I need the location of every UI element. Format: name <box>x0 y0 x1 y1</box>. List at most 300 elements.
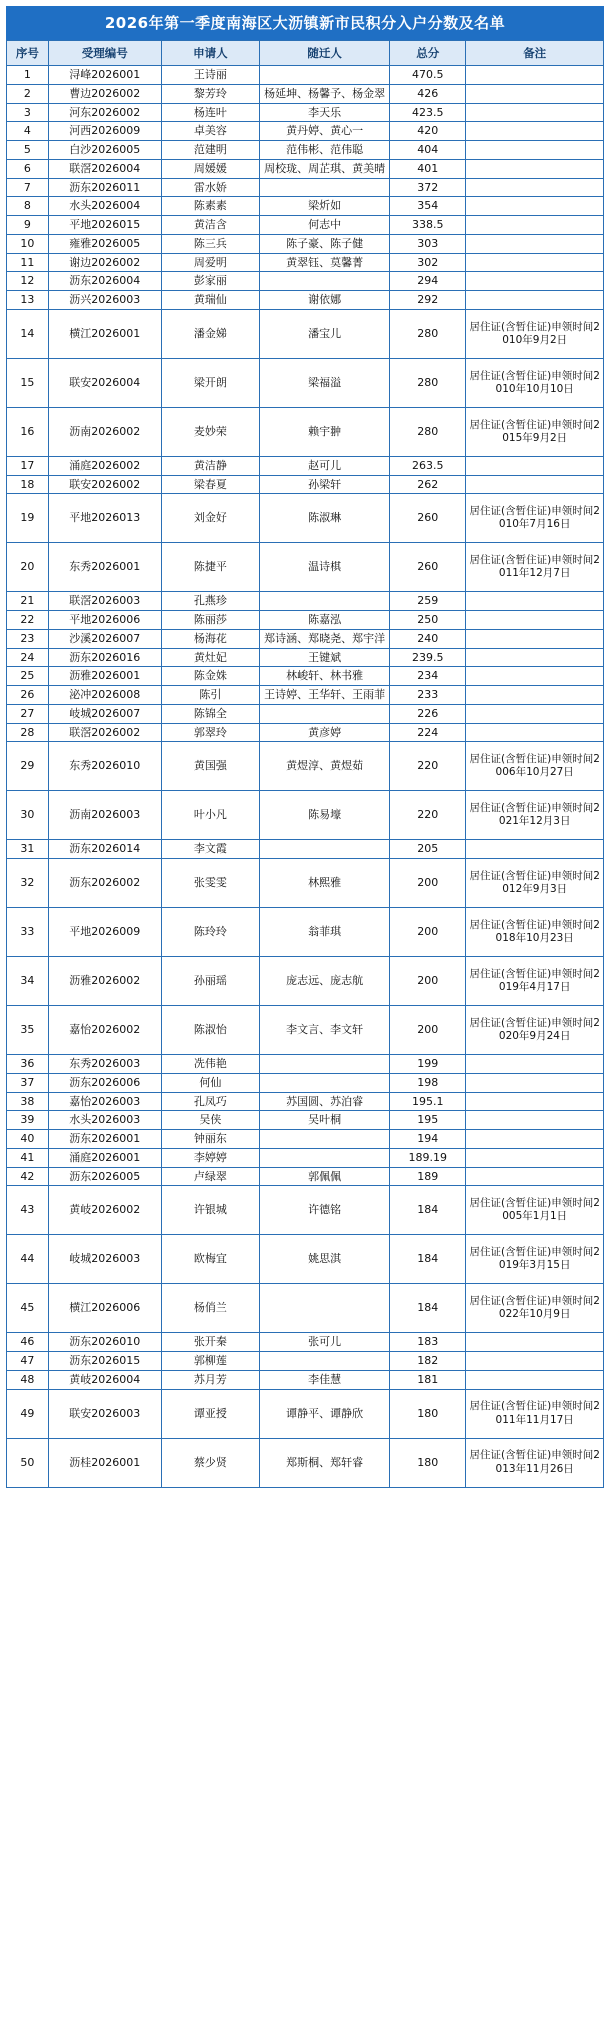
cell-total-score: 233 <box>390 686 466 705</box>
cell-applicant: 周爱明 <box>161 253 259 272</box>
table-row <box>7 1148 604 1167</box>
cell-accompanying: 何志中 <box>260 216 390 235</box>
cell-accept-no: 曹边2026002 <box>48 84 161 103</box>
cell-seq: 39 <box>7 1111 49 1130</box>
cell-total-score: 199 <box>390 1055 466 1074</box>
cell-seq: 36 <box>7 1055 49 1074</box>
cell-seq: 10 <box>7 234 49 253</box>
cell-accompanying: 郑诗涵、郑晓尧、郑宇洋 <box>260 629 390 648</box>
cell-accept-no: 联滘2026004 <box>48 159 161 178</box>
cell-total-score: 200 <box>390 859 466 908</box>
cell-seq: 40 <box>7 1130 49 1149</box>
cell-total-score: 226 <box>390 704 466 723</box>
cell-seq: 35 <box>7 1006 49 1055</box>
column-header-applicant: 申请人 <box>161 41 259 66</box>
cell-seq: 5 <box>7 141 49 160</box>
cell-total-score: 189.19 <box>390 1148 466 1167</box>
cell-total-score: 294 <box>390 272 466 291</box>
cell-accept-no: 东秀2026001 <box>48 543 161 592</box>
cell-total-score: 195.1 <box>390 1092 466 1111</box>
cell-accompanying: 陈淑琳 <box>260 494 390 543</box>
cell-remark <box>466 253 604 272</box>
cell-accompanying <box>260 592 390 611</box>
table-row <box>7 103 604 122</box>
cell-remark <box>466 66 604 85</box>
cell-applicant: 刘金好 <box>161 494 259 543</box>
cell-accept-no: 沥东2026016 <box>48 648 161 667</box>
cell-seq: 15 <box>7 358 49 407</box>
page-title: 2026年第一季度南海区大沥镇新市民积分入户分数及名单 <box>6 6 604 40</box>
cell-applicant: 陈捷平 <box>161 543 259 592</box>
cell-accept-no: 沥东2026004 <box>48 272 161 291</box>
table-row <box>7 908 604 957</box>
cell-remark <box>466 456 604 475</box>
cell-applicant: 梁春夏 <box>161 475 259 494</box>
cell-total-score: 181 <box>390 1370 466 1389</box>
cell-seq: 50 <box>7 1438 49 1487</box>
table-row <box>7 141 604 160</box>
cell-remark <box>466 723 604 742</box>
cell-total-score: 292 <box>390 291 466 310</box>
cell-accept-no: 沙溪2026007 <box>48 629 161 648</box>
cell-seq: 27 <box>7 704 49 723</box>
cell-accept-no: 水头2026004 <box>48 197 161 216</box>
table-header <box>7 41 604 66</box>
cell-applicant: 雷水娇 <box>161 178 259 197</box>
cell-applicant: 郭翠玲 <box>161 723 259 742</box>
table-row <box>7 1389 604 1438</box>
cell-applicant: 李文霞 <box>161 840 259 859</box>
cell-accompanying: 赵可儿 <box>260 456 390 475</box>
cell-total-score: 200 <box>390 908 466 957</box>
column-header-seq: 序号 <box>7 41 49 66</box>
cell-remark <box>466 1167 604 1186</box>
cell-total-score: 195 <box>390 1111 466 1130</box>
score-table <box>6 40 604 1488</box>
cell-seq: 18 <box>7 475 49 494</box>
cell-accept-no: 平地2026015 <box>48 216 161 235</box>
cell-applicant: 周媛媛 <box>161 159 259 178</box>
cell-applicant: 卢绿翠 <box>161 1167 259 1186</box>
cell-total-score: 423.5 <box>390 103 466 122</box>
cell-applicant: 苏月芳 <box>161 1370 259 1389</box>
cell-total-score: 220 <box>390 791 466 840</box>
cell-total-score: 338.5 <box>390 216 466 235</box>
cell-total-score: 220 <box>390 742 466 791</box>
cell-applicant: 黄洁静 <box>161 456 259 475</box>
cell-accept-no: 联安2026002 <box>48 475 161 494</box>
cell-accompanying: 王键斌 <box>260 648 390 667</box>
cell-remark <box>466 197 604 216</box>
cell-total-score: 262 <box>390 475 466 494</box>
cell-remark <box>466 1148 604 1167</box>
cell-seq: 44 <box>7 1235 49 1284</box>
cell-accept-no: 沥东2026011 <box>48 178 161 197</box>
cell-accept-no: 联安2026004 <box>48 358 161 407</box>
table-row <box>7 253 604 272</box>
cell-total-score: 470.5 <box>390 66 466 85</box>
cell-total-score: 280 <box>390 358 466 407</box>
cell-applicant: 黄灶妃 <box>161 648 259 667</box>
cell-total-score: 198 <box>390 1073 466 1092</box>
table-row <box>7 1055 604 1074</box>
table-row <box>7 791 604 840</box>
table-row <box>7 407 604 456</box>
cell-remark <box>466 159 604 178</box>
cell-seq: 16 <box>7 407 49 456</box>
table-row <box>7 494 604 543</box>
cell-total-score: 189 <box>390 1167 466 1186</box>
cell-total-score: 182 <box>390 1352 466 1371</box>
cell-seq: 19 <box>7 494 49 543</box>
cell-seq: 34 <box>7 957 49 1006</box>
table-row <box>7 629 604 648</box>
table-row <box>7 358 604 407</box>
cell-accept-no: 沥东2026006 <box>48 1073 161 1092</box>
cell-total-score: 184 <box>390 1186 466 1235</box>
cell-seq: 46 <box>7 1333 49 1352</box>
cell-remark <box>466 686 604 705</box>
cell-seq: 47 <box>7 1352 49 1371</box>
cell-accompanying <box>260 704 390 723</box>
cell-accompanying: 吴叶桐 <box>260 1111 390 1130</box>
cell-applicant: 陈三兵 <box>161 234 259 253</box>
cell-accompanying: 李文言、李文轩 <box>260 1006 390 1055</box>
table-row <box>7 611 604 630</box>
cell-seq: 30 <box>7 791 49 840</box>
cell-accompanying: 梁福溢 <box>260 358 390 407</box>
table-row <box>7 1167 604 1186</box>
table-row <box>7 648 604 667</box>
cell-accept-no: 嘉怡2026002 <box>48 1006 161 1055</box>
cell-accept-no: 沥雅2026001 <box>48 667 161 686</box>
cell-applicant: 钟丽东 <box>161 1130 259 1149</box>
table-row <box>7 1438 604 1487</box>
cell-accept-no: 涌庭2026002 <box>48 456 161 475</box>
table-header-row <box>7 41 604 66</box>
cell-applicant: 黄国强 <box>161 742 259 791</box>
cell-accompanying: 翁菲琪 <box>260 908 390 957</box>
cell-applicant: 张开秦 <box>161 1333 259 1352</box>
cell-applicant: 孔凤巧 <box>161 1092 259 1111</box>
column-header-remark: 备注 <box>466 41 604 66</box>
cell-seq: 24 <box>7 648 49 667</box>
cell-seq: 14 <box>7 309 49 358</box>
table-row <box>7 723 604 742</box>
cell-applicant: 陈锦全 <box>161 704 259 723</box>
cell-total-score: 183 <box>390 1333 466 1352</box>
cell-remark: 居住证(含暂住证)申领时间2013年11月26日 <box>466 1438 604 1487</box>
cell-accept-no: 联安2026003 <box>48 1389 161 1438</box>
cell-total-score: 280 <box>390 309 466 358</box>
cell-applicant: 卓美容 <box>161 122 259 141</box>
cell-applicant: 叶小凡 <box>161 791 259 840</box>
cell-seq: 4 <box>7 122 49 141</box>
cell-seq: 17 <box>7 456 49 475</box>
table-row <box>7 1006 604 1055</box>
cell-seq: 43 <box>7 1186 49 1235</box>
cell-applicant: 杨连叶 <box>161 103 259 122</box>
cell-accept-no: 岐城2026007 <box>48 704 161 723</box>
cell-seq: 41 <box>7 1148 49 1167</box>
cell-total-score: 263.5 <box>390 456 466 475</box>
cell-applicant: 张雯雯 <box>161 859 259 908</box>
cell-remark <box>466 611 604 630</box>
cell-remark <box>466 103 604 122</box>
table-row <box>7 543 604 592</box>
cell-accept-no: 沥东2026015 <box>48 1352 161 1371</box>
cell-total-score: 240 <box>390 629 466 648</box>
cell-remark: 居住证(含暂住证)申领时间2010年10月10日 <box>466 358 604 407</box>
column-header-accompanying: 随迁人 <box>260 41 390 66</box>
table-row <box>7 704 604 723</box>
cell-remark <box>466 592 604 611</box>
cell-accept-no: 黄岐2026004 <box>48 1370 161 1389</box>
cell-accompanying: 黄煜淳、黄煜茹 <box>260 742 390 791</box>
cell-accept-no: 联滘2026002 <box>48 723 161 742</box>
cell-accompanying: 杨延坤、杨馨予、杨金翠 <box>260 84 390 103</box>
cell-accompanying: 黄翠钰、莫馨菁 <box>260 253 390 272</box>
cell-seq: 11 <box>7 253 49 272</box>
cell-seq: 9 <box>7 216 49 235</box>
cell-remark: 居住证(含暂住证)申领时间2005年1月1日 <box>466 1186 604 1235</box>
table-row <box>7 234 604 253</box>
cell-accompanying <box>260 1352 390 1371</box>
table-row <box>7 66 604 85</box>
cell-accompanying: 李天乐 <box>260 103 390 122</box>
cell-applicant: 王诗丽 <box>161 66 259 85</box>
cell-applicant: 陈金姝 <box>161 667 259 686</box>
cell-seq: 22 <box>7 611 49 630</box>
cell-accompanying <box>260 1148 390 1167</box>
cell-seq: 8 <box>7 197 49 216</box>
cell-total-score: 303 <box>390 234 466 253</box>
cell-seq: 2 <box>7 84 49 103</box>
cell-seq: 42 <box>7 1167 49 1186</box>
cell-seq: 1 <box>7 66 49 85</box>
cell-accompanying: 庞志远、庞志航 <box>260 957 390 1006</box>
cell-accept-no: 浔峰2026001 <box>48 66 161 85</box>
cell-applicant: 欧梅宜 <box>161 1235 259 1284</box>
table-row <box>7 1235 604 1284</box>
cell-accompanying <box>260 178 390 197</box>
cell-accept-no: 沥东2026014 <box>48 840 161 859</box>
cell-accompanying: 黄丹婷、黄心一 <box>260 122 390 141</box>
cell-accept-no: 沥南2026003 <box>48 791 161 840</box>
cell-accompanying: 温诗棋 <box>260 543 390 592</box>
cell-accept-no: 横江2026001 <box>48 309 161 358</box>
table-row <box>7 122 604 141</box>
cell-seq: 31 <box>7 840 49 859</box>
cell-accept-no: 平地2026013 <box>48 494 161 543</box>
cell-applicant: 何仙 <box>161 1073 259 1092</box>
cell-total-score: 239.5 <box>390 648 466 667</box>
cell-accompanying: 李佳慧 <box>260 1370 390 1389</box>
cell-applicant: 陈淑怡 <box>161 1006 259 1055</box>
cell-accompanying <box>260 1130 390 1149</box>
cell-accompanying <box>260 1284 390 1333</box>
cell-accept-no: 河西2026009 <box>48 122 161 141</box>
table-row <box>7 272 604 291</box>
cell-accept-no: 东秀2026010 <box>48 742 161 791</box>
cell-total-score: 426 <box>390 84 466 103</box>
cell-remark <box>466 272 604 291</box>
cell-remark <box>466 704 604 723</box>
cell-total-score: 200 <box>390 957 466 1006</box>
table-row <box>7 957 604 1006</box>
cell-accompanying: 潘宝儿 <box>260 309 390 358</box>
cell-remark <box>466 122 604 141</box>
cell-remark <box>466 1130 604 1149</box>
table-row <box>7 456 604 475</box>
cell-accompanying: 谢依娜 <box>260 291 390 310</box>
cell-applicant: 蔡少贤 <box>161 1438 259 1487</box>
table-row <box>7 742 604 791</box>
cell-accompanying: 林熙雅 <box>260 859 390 908</box>
cell-seq: 23 <box>7 629 49 648</box>
cell-accept-no: 岐城2026003 <box>48 1235 161 1284</box>
cell-remark: 居住证(含暂住证)申领时间2006年10月27日 <box>466 742 604 791</box>
cell-accompanying: 林峻轩、林书雅 <box>260 667 390 686</box>
cell-seq: 25 <box>7 667 49 686</box>
cell-total-score: 280 <box>390 407 466 456</box>
cell-remark <box>466 234 604 253</box>
cell-remark <box>466 1073 604 1092</box>
cell-applicant: 郭柳莲 <box>161 1352 259 1371</box>
cell-remark <box>466 475 604 494</box>
cell-applicant: 孔燕珍 <box>161 592 259 611</box>
cell-applicant: 谭亚授 <box>161 1389 259 1438</box>
cell-remark: 居住证(含暂住证)申领时间2011年11月17日 <box>466 1389 604 1438</box>
cell-remark: 居住证(含暂住证)申领时间2019年4月17日 <box>466 957 604 1006</box>
cell-seq: 13 <box>7 291 49 310</box>
cell-remark: 居住证(含暂住证)申领时间2018年10月23日 <box>466 908 604 957</box>
cell-applicant: 陈丽莎 <box>161 611 259 630</box>
cell-total-score: 184 <box>390 1284 466 1333</box>
cell-applicant: 梁开朗 <box>161 358 259 407</box>
cell-remark: 居住证(含暂住证)申领时间2015年9月2日 <box>466 407 604 456</box>
cell-accompanying: 孙梁轩 <box>260 475 390 494</box>
cell-applicant: 范建明 <box>161 141 259 160</box>
cell-accept-no: 河东2026002 <box>48 103 161 122</box>
cell-accompanying: 陈易壕 <box>260 791 390 840</box>
table-row <box>7 1186 604 1235</box>
cell-seq: 7 <box>7 178 49 197</box>
cell-accompanying: 梁炘如 <box>260 197 390 216</box>
table-row <box>7 667 604 686</box>
cell-applicant: 彭家丽 <box>161 272 259 291</box>
table-row <box>7 1111 604 1130</box>
cell-accept-no: 谢边2026002 <box>48 253 161 272</box>
cell-accompanying: 苏国圆、苏泊睿 <box>260 1092 390 1111</box>
cell-remark <box>466 84 604 103</box>
cell-accompanying: 范伟彬、范伟聪 <box>260 141 390 160</box>
cell-seq: 26 <box>7 686 49 705</box>
cell-accept-no: 沥东2026005 <box>48 1167 161 1186</box>
table-row <box>7 197 604 216</box>
table-row <box>7 84 604 103</box>
cell-accompanying: 郑斯桐、郑轩睿 <box>260 1438 390 1487</box>
cell-remark: 居住证(含暂住证)申领时间2022年10月9日 <box>466 1284 604 1333</box>
cell-accompanying: 王诗婷、王华轩、王雨菲 <box>260 686 390 705</box>
cell-applicant: 黎芳玲 <box>161 84 259 103</box>
table-row <box>7 1352 604 1371</box>
cell-accept-no: 沥桂2026001 <box>48 1438 161 1487</box>
cell-accept-no: 黄岐2026002 <box>48 1186 161 1235</box>
cell-remark: 居住证(含暂住证)申领时间2010年7月16日 <box>466 494 604 543</box>
table-row <box>7 178 604 197</box>
cell-remark <box>466 1055 604 1074</box>
table-row <box>7 592 604 611</box>
cell-seq: 20 <box>7 543 49 592</box>
cell-applicant: 孙丽瑶 <box>161 957 259 1006</box>
cell-total-score: 184 <box>390 1235 466 1284</box>
cell-accompanying: 许德铭 <box>260 1186 390 1235</box>
cell-accept-no: 沥兴2026003 <box>48 291 161 310</box>
cell-accept-no: 平地2026009 <box>48 908 161 957</box>
cell-applicant: 杨海花 <box>161 629 259 648</box>
cell-remark <box>466 667 604 686</box>
cell-total-score: 224 <box>390 723 466 742</box>
cell-remark: 居住证(含暂住证)申领时间2021年12月3日 <box>466 791 604 840</box>
table-row <box>7 1284 604 1333</box>
table-row <box>7 859 604 908</box>
cell-remark: 居住证(含暂住证)申领时间2010年9月2日 <box>466 309 604 358</box>
cell-accept-no: 平地2026006 <box>48 611 161 630</box>
table-row <box>7 475 604 494</box>
cell-applicant: 吴侠 <box>161 1111 259 1130</box>
cell-accompanying <box>260 1073 390 1092</box>
cell-accompanying: 赖宇翀 <box>260 407 390 456</box>
table-row <box>7 840 604 859</box>
table-body <box>7 66 604 1488</box>
cell-applicant: 黄洁含 <box>161 216 259 235</box>
table-row <box>7 1073 604 1092</box>
cell-total-score: 420 <box>390 122 466 141</box>
cell-remark <box>466 1333 604 1352</box>
cell-accompanying: 姚思淇 <box>260 1235 390 1284</box>
cell-accept-no: 泌冲2026008 <box>48 686 161 705</box>
table-row <box>7 1092 604 1111</box>
cell-applicant: 陈引 <box>161 686 259 705</box>
table-row <box>7 309 604 358</box>
cell-accompanying <box>260 840 390 859</box>
cell-remark: 居住证(含暂住证)申领时间2020年9月24日 <box>466 1006 604 1055</box>
cell-accompanying: 周校珑、周芷琪、黄美晴 <box>260 159 390 178</box>
cell-remark <box>466 840 604 859</box>
cell-accompanying: 郭佩佩 <box>260 1167 390 1186</box>
cell-applicant: 潘金娣 <box>161 309 259 358</box>
cell-seq: 6 <box>7 159 49 178</box>
cell-accept-no: 联滘2026003 <box>48 592 161 611</box>
cell-accompanying: 陈嘉泓 <box>260 611 390 630</box>
cell-remark <box>466 216 604 235</box>
cell-total-score: 401 <box>390 159 466 178</box>
cell-applicant: 麦妙荣 <box>161 407 259 456</box>
cell-total-score: 302 <box>390 253 466 272</box>
cell-total-score: 180 <box>390 1389 466 1438</box>
cell-remark <box>466 178 604 197</box>
cell-applicant: 杨俏兰 <box>161 1284 259 1333</box>
cell-seq: 49 <box>7 1389 49 1438</box>
cell-seq: 21 <box>7 592 49 611</box>
cell-accept-no: 沥东2026002 <box>48 859 161 908</box>
cell-accompanying <box>260 66 390 85</box>
cell-total-score: 180 <box>390 1438 466 1487</box>
cell-seq: 33 <box>7 908 49 957</box>
cell-accompanying: 陈子豪、陈子健 <box>260 234 390 253</box>
table-row <box>7 159 604 178</box>
